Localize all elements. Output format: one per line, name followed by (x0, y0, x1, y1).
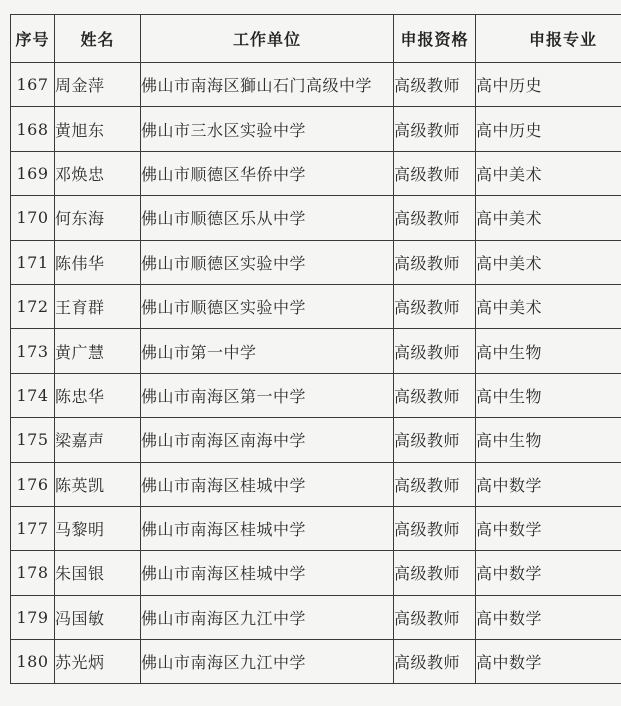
cell-no: 167 (11, 63, 55, 107)
table-body (11, 63, 621, 684)
cell-major: 高中生物 (476, 329, 621, 373)
table-row (11, 196, 621, 240)
cell-qualification: 高级教师 (394, 418, 476, 462)
cell-major: 高中历史 (476, 63, 621, 107)
cell-no: 173 (11, 329, 55, 373)
table-header (11, 15, 621, 63)
cell-name: 周金萍 (55, 63, 141, 107)
cell-no: 174 (11, 373, 55, 417)
cell-qualification: 高级教师 (394, 551, 476, 595)
cell-major: 高中数学 (476, 595, 621, 639)
cell-name: 苏光炳 (55, 640, 141, 684)
cell-qualification: 高级教师 (394, 284, 476, 328)
cell-qualification: 高级教师 (394, 373, 476, 417)
cell-unit: 佛山市南海区第一中学 (141, 373, 394, 417)
cell-name: 邓焕忠 (55, 151, 141, 195)
table-row (11, 284, 621, 328)
cell-qualification: 高级教师 (394, 329, 476, 373)
cell-name: 黄旭东 (55, 107, 141, 151)
cell-no: 175 (11, 418, 55, 462)
cell-major: 高中数学 (476, 506, 621, 550)
cell-no: 177 (11, 506, 55, 550)
table-row (11, 63, 621, 107)
cell-unit: 佛山市顺德区华侨中学 (141, 151, 394, 195)
table-row (11, 107, 621, 151)
cell-name: 陈伟华 (55, 240, 141, 284)
cell-name: 王育群 (55, 284, 141, 328)
header-unit: 工作单位 (141, 15, 394, 63)
cell-name: 陈忠华 (55, 373, 141, 417)
cell-major: 高中历史 (476, 107, 621, 151)
cell-no: 172 (11, 284, 55, 328)
header-row (11, 15, 621, 63)
cell-name: 马黎明 (55, 506, 141, 550)
table-row (11, 373, 621, 417)
cell-unit: 佛山市南海区獅山石门高级中学 (141, 63, 394, 107)
header-no: 序号 (11, 15, 55, 63)
cell-no: 168 (11, 107, 55, 151)
cell-no: 179 (11, 595, 55, 639)
table-row (11, 151, 621, 195)
table-row (11, 506, 621, 550)
cell-major: 高中生物 (476, 418, 621, 462)
cell-major: 高中数学 (476, 551, 621, 595)
cell-qualification: 高级教师 (394, 462, 476, 506)
cell-major: 高中美术 (476, 284, 621, 328)
cell-major: 高中数学 (476, 462, 621, 506)
header-name: 姓名 (55, 15, 141, 63)
cell-major: 高中生物 (476, 373, 621, 417)
cell-major: 高中美术 (476, 151, 621, 195)
cell-unit: 佛山市顺德区实验中学 (141, 284, 394, 328)
cell-no: 178 (11, 551, 55, 595)
cell-name: 冯国敏 (55, 595, 141, 639)
cell-major: 高中美术 (476, 240, 621, 284)
cell-unit: 佛山市南海区南海中学 (141, 418, 394, 462)
cell-qualification: 高级教师 (394, 196, 476, 240)
cell-no: 171 (11, 240, 55, 284)
cell-unit: 佛山市顺德区乐从中学 (141, 196, 394, 240)
header-major: 申报专业 (476, 15, 621, 63)
cell-major: 高中数学 (476, 640, 621, 684)
cell-qualification: 高级教师 (394, 151, 476, 195)
cell-unit: 佛山市第一中学 (141, 329, 394, 373)
table-row (11, 462, 621, 506)
cell-qualification: 高级教师 (394, 240, 476, 284)
table-row (11, 418, 621, 462)
cell-unit: 佛山市三水区实验中学 (141, 107, 394, 151)
cell-qualification: 高级教师 (394, 506, 476, 550)
cell-name: 朱国银 (55, 551, 141, 595)
cell-unit: 佛山市南海区桂城中学 (141, 506, 394, 550)
cell-name: 何东海 (55, 196, 141, 240)
table-row (11, 551, 621, 595)
cell-qualification: 高级教师 (394, 640, 476, 684)
cell-major: 高中美术 (476, 196, 621, 240)
table-row (11, 640, 621, 684)
cell-qualification: 高级教师 (394, 595, 476, 639)
table-row (11, 240, 621, 284)
cell-unit: 佛山市南海区桂城中学 (141, 462, 394, 506)
cell-name: 黄广慧 (55, 329, 141, 373)
teacher-roster-table (10, 14, 621, 684)
cell-unit: 佛山市南海区九江中学 (141, 640, 394, 684)
cell-unit: 佛山市南海区桂城中学 (141, 551, 394, 595)
cell-no: 180 (11, 640, 55, 684)
cell-qualification: 高级教师 (394, 107, 476, 151)
cell-qualification: 高级教师 (394, 63, 476, 107)
cell-name: 陈英凯 (55, 462, 141, 506)
table-row (11, 329, 621, 373)
cell-no: 176 (11, 462, 55, 506)
cell-unit: 佛山市南海区九江中学 (141, 595, 394, 639)
cell-unit: 佛山市顺德区实验中学 (141, 240, 394, 284)
cell-no: 170 (11, 196, 55, 240)
cell-name: 梁嘉声 (55, 418, 141, 462)
header-qualification: 申报资格 (394, 15, 476, 63)
cell-no: 169 (11, 151, 55, 195)
table-row (11, 595, 621, 639)
